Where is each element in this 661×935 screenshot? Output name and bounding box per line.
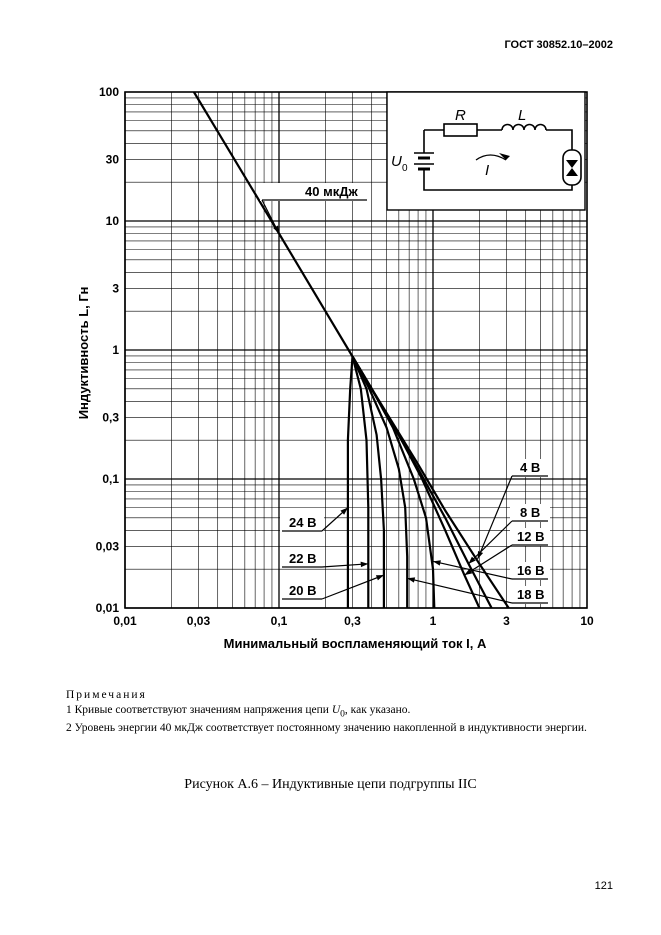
label-arrowhead — [376, 575, 384, 580]
notes — [66, 688, 613, 736]
curve-label: 20 В — [289, 583, 317, 598]
curve-label: 4 В — [520, 460, 541, 475]
current-label: I — [485, 162, 490, 179]
y-tick-label: 1 — [112, 343, 119, 357]
y-tick-label: 100 — [98, 85, 119, 99]
curve-label: 16 В — [517, 563, 545, 578]
y-tick-label: 10 — [105, 214, 119, 228]
curve-label: 8 В — [520, 505, 541, 520]
curve-label: 18 В — [517, 587, 545, 602]
x-tick-label: 3 — [503, 614, 510, 628]
curve-label: 12 В — [517, 529, 545, 544]
note-2: 2 Уровень энергии 40 мкДж соответствует постоянному значению накопленной в индуктивности энергии. — [66, 722, 587, 735]
y-tick-label: 0,1 — [102, 472, 119, 486]
notes-title: Примечания — [66, 689, 147, 701]
curve-22-В — [353, 357, 369, 609]
resistor-icon — [444, 124, 477, 136]
voltage-label: U — [391, 153, 402, 170]
resistor-label: R — [455, 107, 466, 124]
label-leader — [433, 561, 512, 579]
curve-label: 22 В — [289, 551, 317, 566]
curve-24-В — [348, 357, 353, 609]
note-1-text: 1 Кривые соответствуют значениям напряжения цепи — [66, 704, 332, 716]
spark-gap-icon — [563, 150, 581, 185]
x-tick-label: 1 — [429, 614, 437, 628]
y-axis-title: Индуктивность L, Гн — [76, 286, 91, 420]
note-1-tail: , как указано. — [344, 704, 411, 716]
y-tick-label: 0,01 — [95, 601, 119, 615]
voltage-subscript: 0 — [402, 163, 408, 174]
x-tick-label: 0,3 — [344, 614, 361, 628]
y-tick-label: 0,03 — [95, 539, 119, 554]
curve-label: 24 В — [289, 515, 317, 530]
x-tick-label: 0,03 — [186, 614, 211, 628]
curve-40-мкДж — [194, 92, 380, 402]
document-id: ГОСТ 30852.10–2002 — [504, 39, 613, 51]
page-number: 121 — [594, 880, 613, 892]
x-tick-label: 0,01 — [113, 614, 137, 628]
curve-label: 40 мкДж — [305, 184, 358, 199]
y-tick-label: 0,3 — [102, 410, 119, 425]
x-axis-title: Минимальный воспламеняющий ток I, А — [223, 636, 487, 651]
y-tick-label: 3 — [112, 281, 119, 296]
note-1-symbol: U — [331, 704, 341, 716]
inset-frame — [387, 92, 585, 210]
figure-caption: Рисунок А.6 – Индуктивные цепи подгруппы IIC — [184, 777, 477, 792]
curve-16-В — [353, 357, 435, 609]
note-1 — [66, 703, 613, 721]
x-tick-label: 10 — [580, 614, 594, 628]
circuit-inset — [387, 92, 585, 210]
label-leader — [322, 575, 384, 599]
inductor-label: L — [518, 107, 527, 124]
x-tick-label: 0,1 — [270, 614, 288, 628]
y-tick-label: 30 — [105, 152, 119, 167]
note-1-subscript: 0 — [340, 708, 345, 720]
